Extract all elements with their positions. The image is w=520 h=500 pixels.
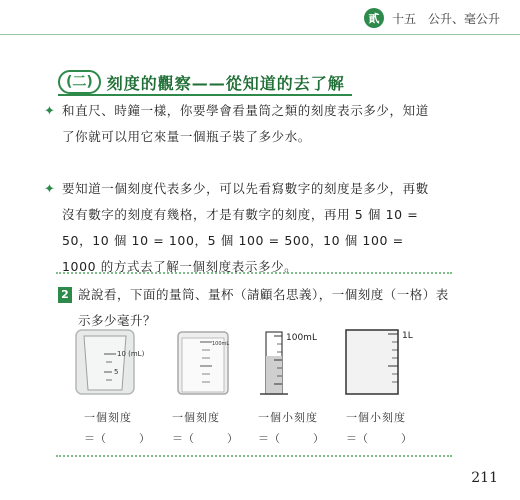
answer-blank-cup[interactable]: ＝（ ） bbox=[84, 432, 150, 445]
header-divider bbox=[0, 34, 520, 35]
beaker-figure bbox=[174, 328, 232, 396]
cup-label-10: 10 (mL) bbox=[117, 350, 145, 358]
answer-blank-beaker[interactable]: ＝（ ） bbox=[172, 432, 238, 445]
label-beaker: 一個刻度 bbox=[172, 411, 220, 424]
measuring-cup-figure bbox=[74, 328, 145, 396]
label-tank: 一個小刻度 bbox=[346, 411, 406, 424]
dotted-divider-bottom bbox=[56, 455, 452, 457]
label-cylinder: 一個小刻度 bbox=[258, 411, 318, 424]
chapter-header bbox=[364, 8, 500, 28]
section-underline bbox=[58, 94, 352, 96]
bullet-star-icon: ✦ bbox=[44, 182, 55, 197]
page-number: 211 bbox=[471, 470, 498, 486]
answer-blank-cylinder[interactable]: ＝（ ） bbox=[258, 432, 324, 445]
tank-label: 1L bbox=[402, 331, 413, 341]
question-number: 2 bbox=[58, 287, 72, 303]
measuring-tank-figure bbox=[344, 328, 424, 396]
section-number: (二) bbox=[58, 70, 101, 94]
dotted-divider-top bbox=[56, 272, 452, 274]
chapter-badge: 貳 bbox=[364, 8, 384, 28]
bullet-star-icon: ✦ bbox=[44, 104, 55, 119]
question-text: 說說看，下面的量筒、量杯（請顧名思義），一個刻度（一格）表示多少毫升？ bbox=[78, 287, 449, 328]
measuring-figures bbox=[74, 328, 454, 398]
section-heading bbox=[58, 70, 345, 94]
graduated-cylinder-figure bbox=[260, 328, 320, 396]
section-title: 刻度的觀察——從知道的去了解 bbox=[106, 73, 345, 93]
cylinder-label: 100mL bbox=[286, 333, 317, 343]
answer-blank-tank[interactable]: ＝（ ） bbox=[346, 432, 412, 445]
paragraph-1: 和直尺、時鐘一樣，你要學會看量筒之類的刻度表示多少，知道了你就可以用它來量一個瓶子裝了多少水。 bbox=[62, 103, 429, 144]
beaker-label: 100mL bbox=[212, 341, 230, 347]
paragraph-2: 要知道一個刻度代表多少，可以先看寫數字的刻度是多少，再數沒有數字的刻度有幾格，才是有數字的刻度，再用 5 個 10 = 50，10 個 10 = 100，5 個 100 = 500，10 個 100 = 1000 的方式去了解一個刻度表示多少。 bbox=[62, 181, 429, 274]
label-cup: 一個刻度 bbox=[84, 411, 132, 424]
cup-label-5: 5 bbox=[114, 368, 119, 376]
chapter-title: 十五 公升、毫公升 bbox=[391, 11, 500, 26]
